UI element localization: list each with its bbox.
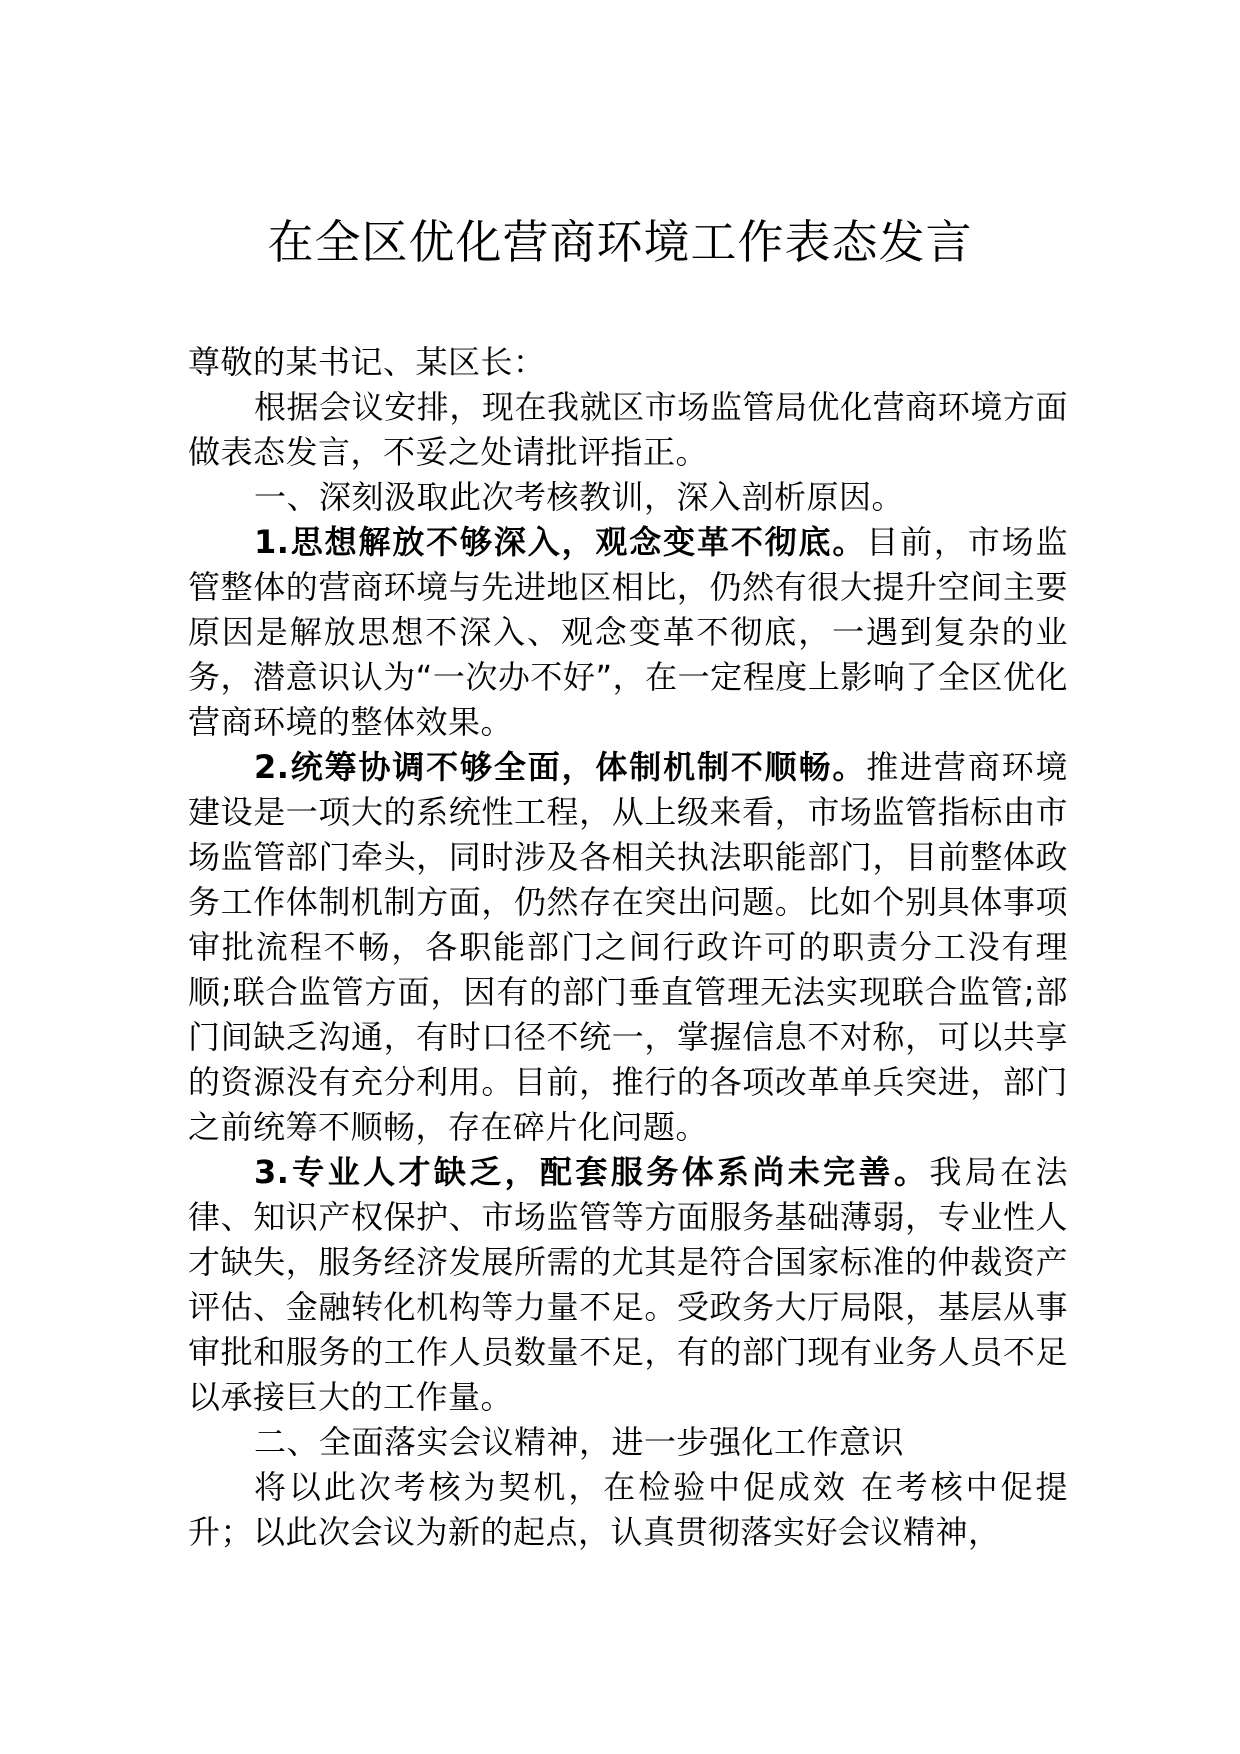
item-1-paragraph (188, 520, 1068, 745)
intro-paragraph: 根据会议安排，现在我就区市场监管局优化营商环境方面做表态发言，不妥之处请批评指正。 (188, 388, 1068, 471)
section-2-paragraph: 将以此次考核为契机，在检验中促成效 在考核中促提升；以此次会议为新的起点，认真贯彻落实好会议精神， (188, 1468, 1068, 1551)
item-2-text: 推进营商环境建设是一项大的系统性工程，从上级来看，市场监管指标由市场监管部门牵头，同时涉及各相关执法职能部门，目前整体政务工作体制机制方面，仍然存在突出问题。比如个别具体事项审批流程不畅，各职能部门之间行政许可的职责分工没有理顺;联合监管方面，因有的部门垂直管理无法实现联合监管;部门间缺乏沟通，有时口径不统一，掌握信息不对称，可以共享的资源没有充分利用。目前，推行的各项改革单兵突进，部门之前统筹不顺畅，存在碎片化问题。 (188, 748, 1068, 1146)
item-2-lead: 2.统筹协调不够全面，体制机制不顺畅。 (254, 748, 867, 786)
item-3-text: 我局在法律、知识产权保护、市场监管等方面服务基础薄弱，专业性人才缺失，服务经济发展所需的尤其是符合国家标准的仲裁资产评估、金融转化机构等力量不足。受政务大厅局限，基层从事审批和服务的工作人员数量不足，有的部门现有业务人员不足以承接巨大的工作量。 (188, 1153, 1068, 1416)
section-2-heading: 二、全面落实会议精神，进一步强化工作意识 (254, 1423, 905, 1461)
salutation: 尊敬的某书记、某区长： (188, 343, 546, 381)
item-1-text: 目前，市场监管整体的营商环境与先进地区相比，仍然有很大提升空间主要原因是解放思想不深入、观念变革不彻底，一遇到复杂的业务，潜意识认为“一次办不好”，在一定程度上影响了全区优化营商环境的整体效果。 (188, 523, 1068, 741)
item-1-lead: 1.思想解放不够深入，观念变革不彻底。 (254, 523, 867, 561)
item-3-paragraph (188, 1150, 1068, 1420)
section-1-heading: 一、深刻汲取此次考核教训，深入剖析原因。 (254, 478, 905, 516)
item-2-paragraph (188, 745, 1068, 1150)
document-title: 在全区优化营商环境工作表态发言 (267, 215, 973, 269)
document-body (188, 340, 1068, 1555)
item-3-lead: 3.专业人才缺乏，配套服务体系尚未完善。 (254, 1153, 930, 1191)
